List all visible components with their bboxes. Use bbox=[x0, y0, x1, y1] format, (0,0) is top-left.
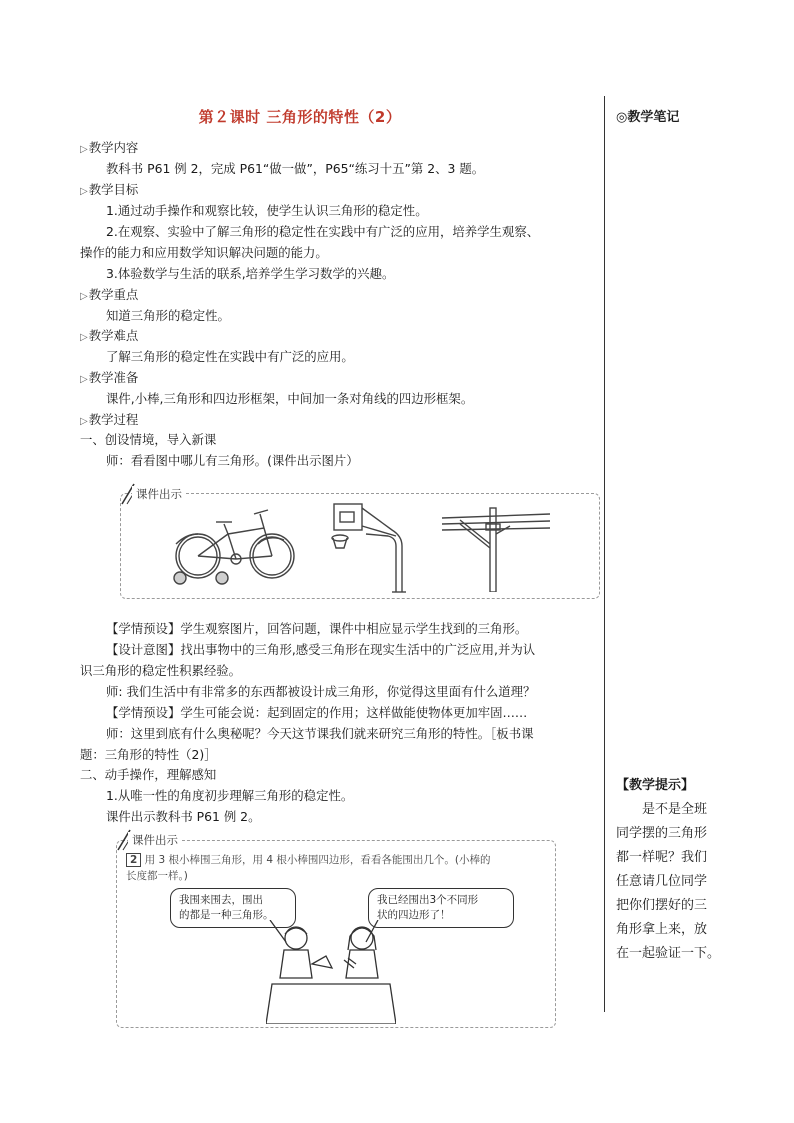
panel-tab-1 bbox=[118, 480, 198, 506]
panel-tab-2 bbox=[114, 826, 194, 852]
triangle-bullet-icon: ▷ bbox=[80, 416, 88, 427]
bicycle-image bbox=[168, 504, 304, 592]
triangle-bullet-icon: ▷ bbox=[80, 186, 88, 197]
section-prep-heading: ▷教学准备 bbox=[80, 370, 139, 385]
student-prediction-1: 【学情预设】学生观察图片，回答问题，课件中相应显示学生找到的三角形。 bbox=[106, 621, 528, 636]
example-number: 2 bbox=[126, 853, 141, 867]
goal-line-1: 1.通过动手操作和观察比较，使学生认识三角形的稳定性。 bbox=[106, 203, 428, 218]
example-text: 2 用 3 根小棒围三角形，用 4 根小棒围四边形，看看各能围出几个。(小棒的 bbox=[126, 852, 490, 868]
design-intent-b: 识三角形的稳定性积累经验。 bbox=[80, 663, 242, 678]
part2-heading: 二、动手操作，理解感知 bbox=[80, 767, 217, 782]
tip-body: 是不是全班 同学摆的三角形 都一样呢？我们 任意请几位同学 把你们摆好的三 角形拿上来，放 在一起验证一下。 bbox=[616, 802, 721, 961]
part2-line-1: 1.从唯一性的角度初步理解三角形的稳定性。 bbox=[106, 788, 354, 803]
goal-line-2b: 操作的能力和应用数学知识解决问题的能力。 bbox=[80, 245, 328, 260]
teacher-line-3b: 题：三角形的特性（2)］ bbox=[80, 747, 217, 762]
triangle-bullet-icon: ▷ bbox=[80, 332, 88, 343]
goal-line-2a: 2.在观察、实验中了解三角形的稳定性在实践中有广泛的应用，培养学生观察、 bbox=[106, 224, 540, 239]
margin-divider bbox=[604, 96, 605, 1012]
panel-label-1: 课件出示 bbox=[132, 486, 186, 502]
design-intent-a: 【设计意图】找出事物中的三角形,感受三角形在现实生活中的广泛应用,并为认 bbox=[106, 642, 536, 657]
teacher-line-3a: 师：这里到底有什么奥秘呢？今天这节课我们就来研究三角形的特性。［板书课 bbox=[106, 726, 534, 741]
section-prep-body: 课件,小棒,三角形和四边形框架，中间加一条对角线的四边形框架。 bbox=[106, 391, 474, 406]
children-illustration bbox=[266, 920, 396, 1024]
utility-pole-image bbox=[440, 504, 552, 592]
section-key-heading: ▷教学重点 bbox=[80, 287, 139, 302]
basketball-hoop-image bbox=[326, 500, 410, 594]
triangle-bullet-icon: ▷ bbox=[80, 144, 88, 155]
part2-line-2: 课件出示教科书 P61 例 2。 bbox=[106, 809, 261, 824]
speech-bubble-boy: 我围来围去，围出 的都是一种三角形。 bbox=[170, 888, 296, 928]
section-difficulty-body: 了解三角形的稳定性在实践中有广泛的应用。 bbox=[106, 349, 354, 364]
section-content-heading: ▷教学内容 bbox=[80, 140, 139, 155]
notes-heading: ◎教学笔记 bbox=[616, 110, 680, 125]
student-prediction-2: 【学情预设】学生可能会说：起到固定的作用；这样做能使物体更加牢固…… bbox=[106, 705, 528, 720]
page-title: 第２课时 三角形的特性（2） bbox=[198, 108, 402, 126]
teacher-line-1: 师：看看图中哪儿有三角形。(课件出示图片） bbox=[106, 453, 359, 468]
section-difficulty-heading: ▷教学难点 bbox=[80, 328, 139, 343]
section-content-body: 教科书 P61 例 2，完成 P61“做一做”，P65“练习十五”第 2、3 题。 bbox=[106, 161, 485, 176]
section-goals-heading: ▷教学目标 bbox=[80, 182, 139, 197]
section-key-body: 知道三角形的稳定性。 bbox=[106, 308, 230, 323]
tip-heading: 【教学提示】 bbox=[616, 778, 695, 793]
speech-bubble-girl: 我已经围出3个不同形 状的四边形了！ bbox=[368, 888, 514, 928]
section-process-heading: ▷教学过程 bbox=[80, 412, 139, 427]
goal-line-3: 3.体验数学与生活的联系,培养学生学习数学的兴趣。 bbox=[106, 266, 395, 281]
panel-label-2: 课件出示 bbox=[128, 832, 182, 848]
part1-heading: 一、创设情境，导入新课 bbox=[80, 432, 217, 447]
example-text-cont: 长度都一样。) bbox=[126, 870, 188, 882]
triangle-bullet-icon: ▷ bbox=[80, 374, 88, 385]
triangle-bullet-icon: ▷ bbox=[80, 291, 88, 302]
teacher-line-2: 师: 我们生活中有非常多的东西都被设计成三角形，你觉得这里面有什么道理？ bbox=[106, 684, 536, 699]
